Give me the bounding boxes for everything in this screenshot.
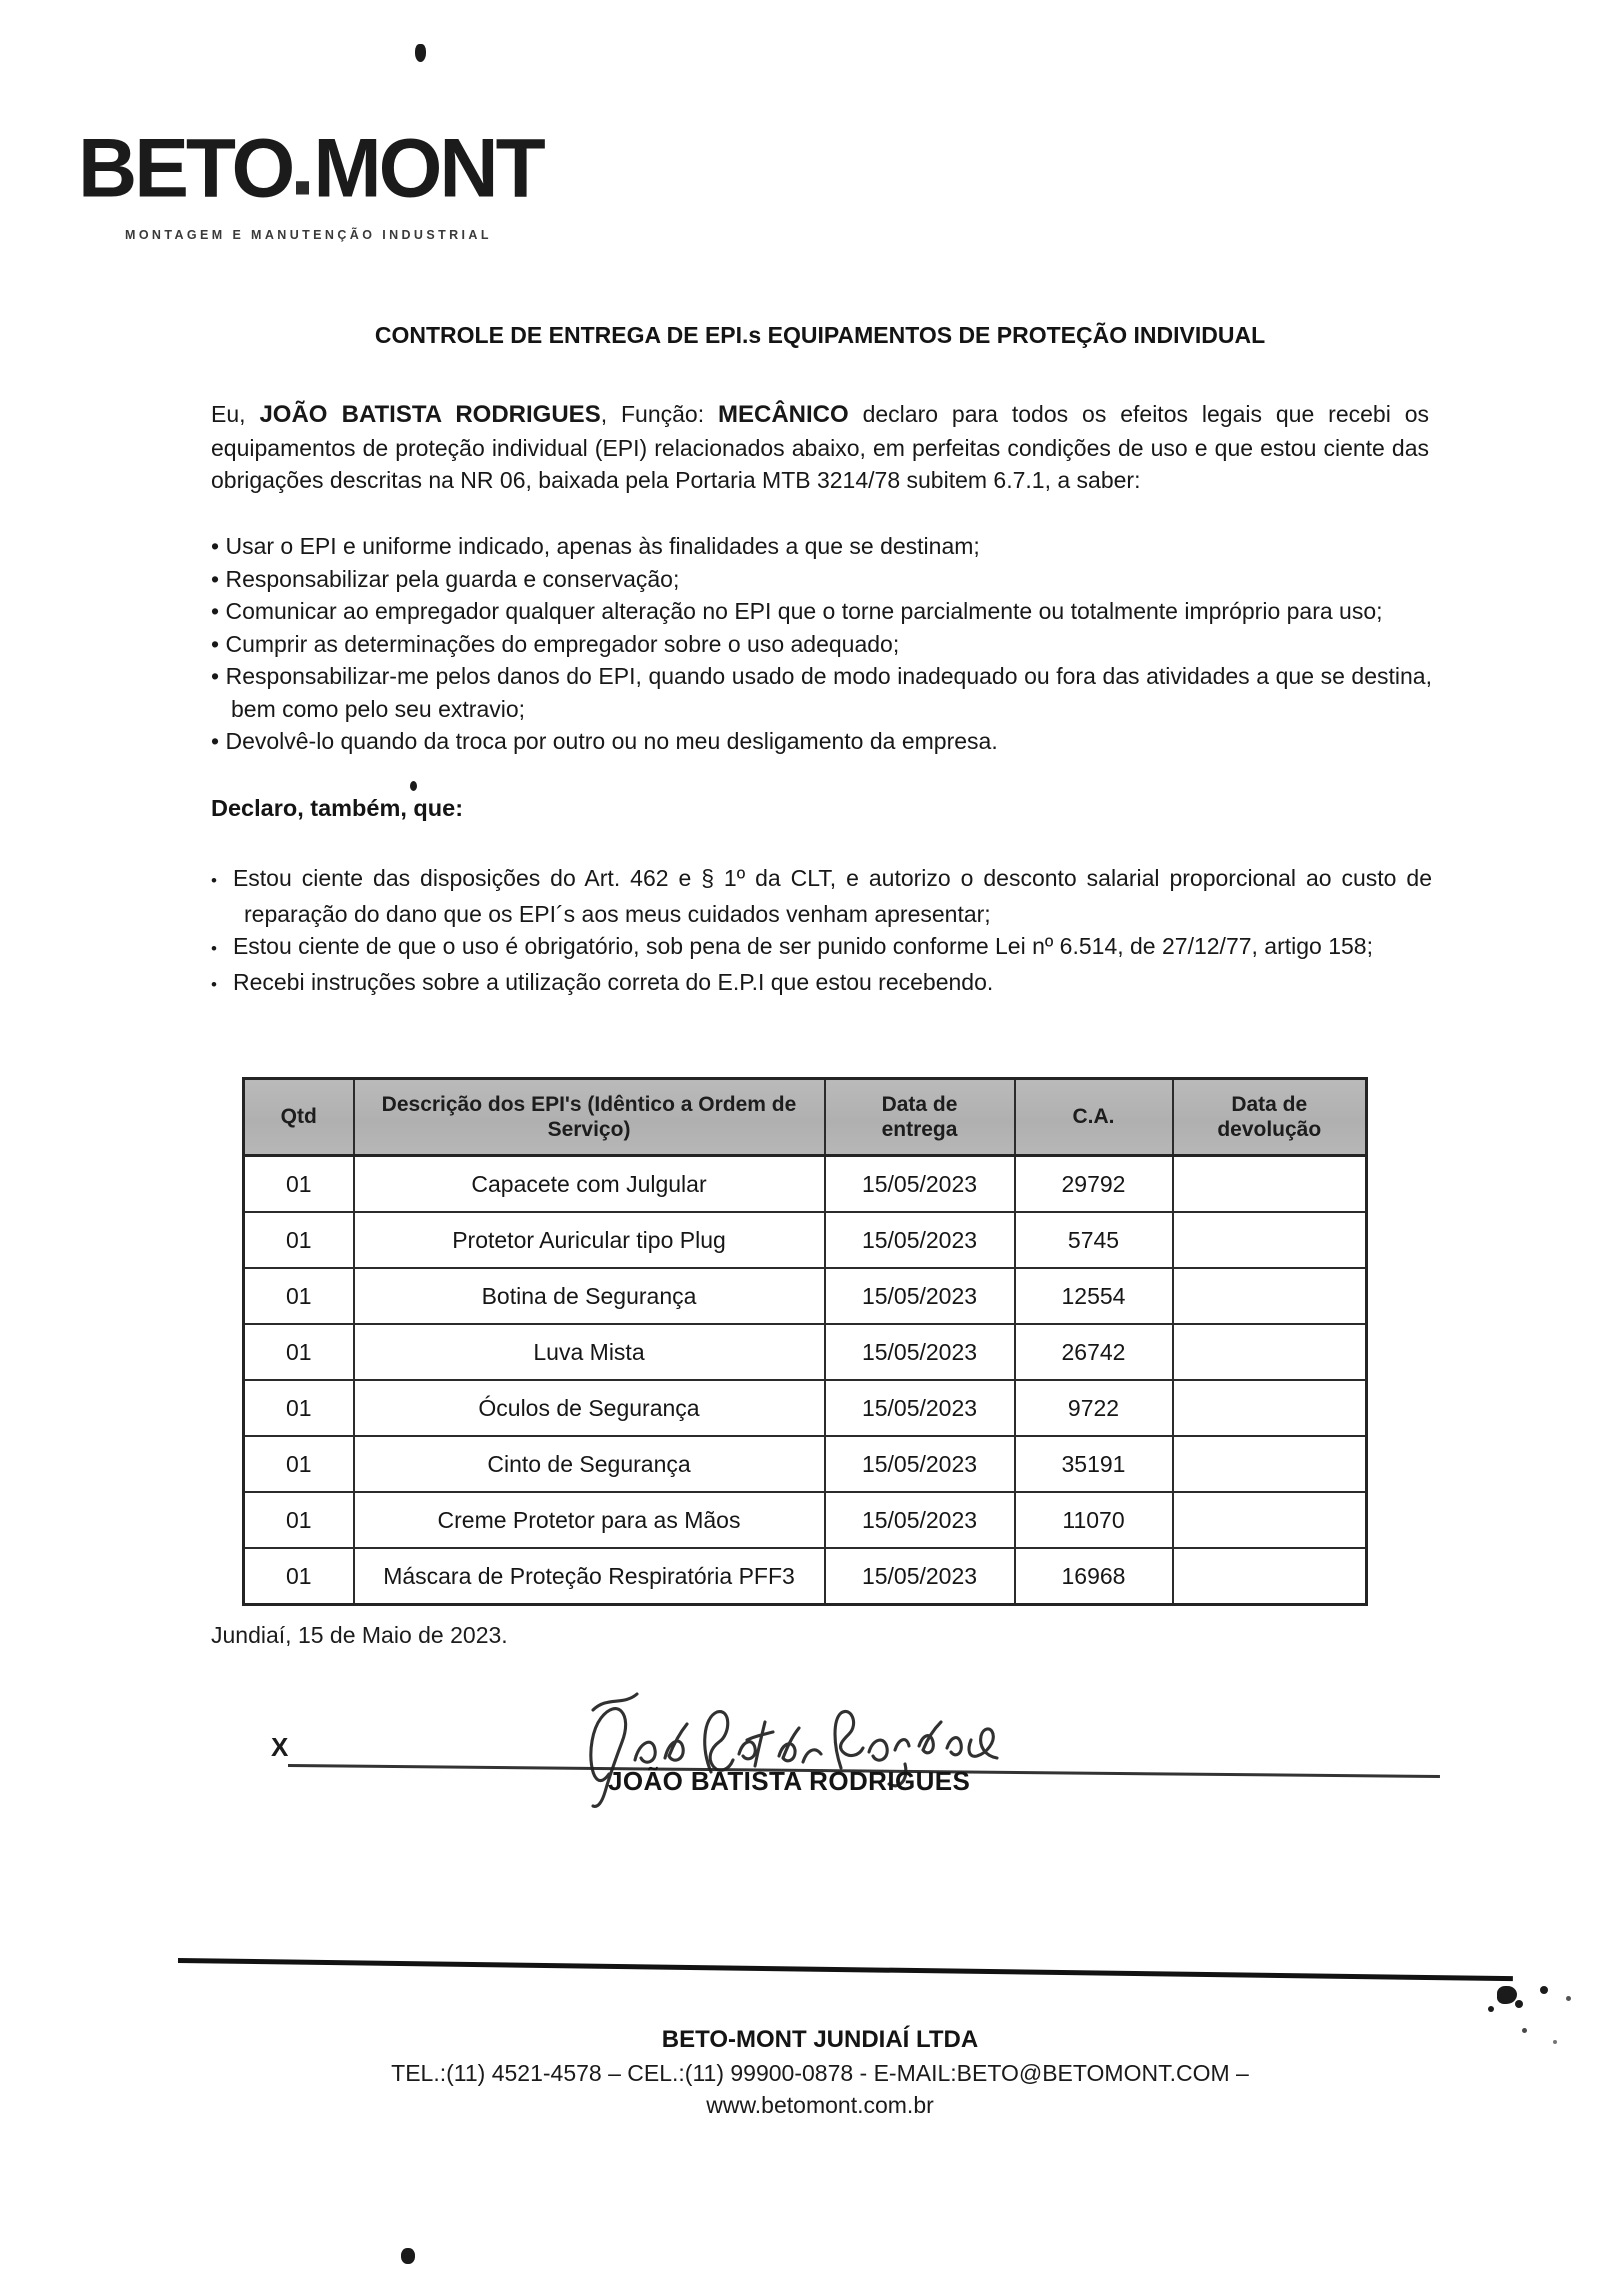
header-data-entrega: Data de entrega bbox=[825, 1079, 1015, 1156]
cell-devolucao bbox=[1173, 1212, 1367, 1268]
date-line: Jundiaí, 15 de Maio de 2023. bbox=[211, 1622, 508, 1648]
cell-qtd: 01 bbox=[244, 1156, 354, 1213]
footer-divider bbox=[178, 1958, 1513, 1981]
cell-ca: 35191 bbox=[1015, 1436, 1173, 1492]
cell-devolucao bbox=[1173, 1548, 1367, 1605]
ink-mark bbox=[1553, 2040, 1557, 2044]
table-row bbox=[244, 1212, 1367, 1268]
logo-dot bbox=[296, 181, 309, 194]
obligations-list bbox=[211, 530, 1432, 758]
document-title: CONTROLE DE ENTREGA DE EPI.s EQUIPAMENTOS DE PROTEÇÃO INDIVIDUAL bbox=[374, 322, 1266, 348]
intro-rest: declaro para todos os efeitos legais que recebi os equipamentos de proteção individual (EPI) relacionados abaixo, em perfeitas condições de uso e que estou ciente das obrigações descritas na NR 06, baixada pela Portaria MTB 3214/78 subitem 6.7.1, a saber: bbox=[211, 401, 1429, 493]
cell-entrega: 15/05/2023 bbox=[825, 1548, 1015, 1605]
table-row bbox=[244, 1436, 1367, 1492]
cell-entrega: 15/05/2023 bbox=[825, 1156, 1015, 1213]
cell-desc: Botina de Segurança bbox=[354, 1268, 825, 1324]
list-item: • Comunicar ao empregador qualquer alteração no EPI que o torne parcialmente ou totalmente impróprio para uso; bbox=[211, 595, 1432, 628]
employee-role: MECÂNICO bbox=[718, 401, 849, 428]
intro-mid: , Função: bbox=[600, 401, 719, 427]
cell-ca: 5745 bbox=[1015, 1212, 1173, 1268]
header-qtd: Qtd bbox=[244, 1079, 354, 1156]
cell-devolucao bbox=[1173, 1380, 1367, 1436]
list-item: • Estou ciente das disposições do Art. 462 e § 1º da CLT, e autorizo o desconto salarial proporcional ao custo de reparação do dano que os EPI´s aos meus cuidados venham apresentar; bbox=[211, 862, 1432, 930]
list-item: • Responsabilizar-me pelos danos do EPI, quando usado de modo inadequado ou fora das atividades a que se destina, bem como pelo seu extravio; bbox=[211, 660, 1432, 725]
epi-delivery-table bbox=[242, 1077, 1368, 1606]
cell-devolucao bbox=[1173, 1436, 1367, 1492]
ink-mark bbox=[1566, 1996, 1571, 2001]
list-item: • Responsabilizar pela guarda e conservação; bbox=[211, 563, 1432, 596]
cell-qtd: 01 bbox=[244, 1268, 354, 1324]
cell-qtd: 01 bbox=[244, 1492, 354, 1548]
logo-word-left: BETO bbox=[78, 122, 293, 215]
cell-desc: Luva Mista bbox=[354, 1324, 825, 1380]
header-ca: C.A. bbox=[1015, 1079, 1173, 1156]
logo-word-right: MONT bbox=[313, 122, 543, 215]
cell-devolucao bbox=[1173, 1324, 1367, 1380]
signature-x-mark: X bbox=[271, 1732, 289, 1762]
declaro-heading: Declaro, também, que: bbox=[211, 795, 464, 821]
table-row bbox=[244, 1548, 1367, 1605]
footer-website: www.betomont.com.br bbox=[706, 2092, 934, 2118]
ink-mark bbox=[1488, 2006, 1494, 2012]
table-row bbox=[244, 1156, 1367, 1213]
cell-desc: Protetor Auricular tipo Plug bbox=[354, 1212, 825, 1268]
declarations-list bbox=[211, 862, 1432, 1001]
cell-desc: Óculos de Segurança bbox=[354, 1380, 825, 1436]
cell-entrega: 15/05/2023 bbox=[825, 1380, 1015, 1436]
ink-mark-top bbox=[415, 44, 426, 62]
cell-ca: 29792 bbox=[1015, 1156, 1173, 1213]
cell-qtd: 01 bbox=[244, 1436, 354, 1492]
list-item: • Devolvê-lo quando da troca por outro ou no meu desligamento da empresa. bbox=[211, 725, 1432, 758]
list-item: • Recebi instruções sobre a utilização correta do E.P.I que estou recebendo. bbox=[211, 966, 1432, 1002]
intro-pre: Eu, bbox=[211, 401, 260, 427]
company-tagline: MONTAGEM E MANUTENÇÃO INDUSTRIAL bbox=[125, 228, 492, 242]
ink-mark-cluster bbox=[1497, 1986, 1517, 2004]
signature-printed-name: JOÃO BATISTA RODRIGUES bbox=[608, 1766, 971, 1796]
cell-ca: 9722 bbox=[1015, 1380, 1173, 1436]
table-row bbox=[244, 1380, 1367, 1436]
ink-mark bbox=[1515, 2000, 1523, 2008]
cell-ca: 12554 bbox=[1015, 1268, 1173, 1324]
table-row bbox=[244, 1268, 1367, 1324]
header-data-devolucao: Data de devolução bbox=[1173, 1079, 1367, 1156]
table-row bbox=[244, 1324, 1367, 1380]
cell-entrega: 15/05/2023 bbox=[825, 1492, 1015, 1548]
company-logo bbox=[78, 122, 543, 215]
cell-ca: 11070 bbox=[1015, 1492, 1173, 1548]
header-descricao: Descrição dos EPI's (Idêntico a Ordem de Serviço) bbox=[354, 1079, 825, 1156]
list-item: • Estou ciente de que o uso é obrigatório, sob pena de ser punido conforme Lei nº 6.514, de 27/12/77, artigo 158; bbox=[211, 930, 1432, 966]
cell-ca: 16968 bbox=[1015, 1548, 1173, 1605]
cell-desc: Creme Protetor para as Mãos bbox=[354, 1492, 825, 1548]
cell-qtd: 01 bbox=[244, 1324, 354, 1380]
footer-contact-line: TEL.:(11) 4521-4578 – CEL.:(11) 99900-0878 - E-MAIL:BETO@BETOMONT.COM – bbox=[391, 2060, 1249, 2086]
cell-devolucao bbox=[1173, 1492, 1367, 1548]
ink-mark-bottom bbox=[401, 2248, 415, 2264]
cell-qtd: 01 bbox=[244, 1380, 354, 1436]
cell-entrega: 15/05/2023 bbox=[825, 1324, 1015, 1380]
table-row bbox=[244, 1492, 1367, 1548]
cell-desc: Cinto de Segurança bbox=[354, 1436, 825, 1492]
cell-desc: Máscara de Proteção Respiratória PFF3 bbox=[354, 1548, 825, 1605]
list-item: • Usar o EPI e uniforme indicado, apenas às finalidades a que se destinam; bbox=[211, 530, 1432, 563]
cell-qtd: 01 bbox=[244, 1212, 354, 1268]
ink-mark-tambem bbox=[410, 781, 417, 791]
cell-desc: Capacete com Julgular bbox=[354, 1156, 825, 1213]
footer-company-name: BETO-MONT JUNDIAÍ LTDA bbox=[661, 2026, 979, 2053]
cell-devolucao bbox=[1173, 1268, 1367, 1324]
cell-entrega: 15/05/2023 bbox=[825, 1212, 1015, 1268]
table-header-row bbox=[244, 1079, 1367, 1156]
cell-entrega: 15/05/2023 bbox=[825, 1436, 1015, 1492]
cell-ca: 26742 bbox=[1015, 1324, 1173, 1380]
list-item: • Cumprir as determinações do empregador sobre o uso adequado; bbox=[211, 628, 1432, 661]
employee-name: JOÃO BATISTA RODRIGUES bbox=[259, 401, 601, 428]
cell-entrega: 15/05/2023 bbox=[825, 1268, 1015, 1324]
cell-devolucao bbox=[1173, 1156, 1367, 1213]
ink-mark bbox=[1522, 2028, 1527, 2033]
ink-mark bbox=[1540, 1986, 1548, 1994]
cell-qtd: 01 bbox=[244, 1548, 354, 1605]
intro-paragraph bbox=[211, 398, 1429, 497]
